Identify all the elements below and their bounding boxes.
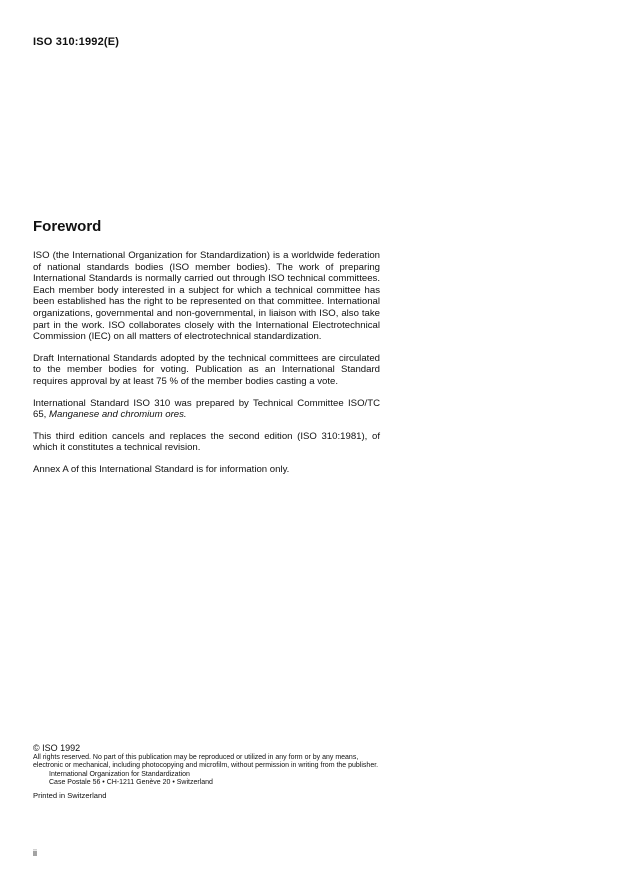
committee-name: Manganese and chromium ores. (49, 409, 187, 421)
prepared-by-text: International Standard ISO 310 was prepared by Technical Committee ISO/TC 65, (33, 397, 380, 421)
document-id: ISO 310:1992(E) (33, 36, 120, 48)
paragraph-edition: This third edition cancels and replaces the second edition (ISO 310:1981), of which it constitutes a technical revision. (33, 430, 380, 454)
copyright-block (33, 744, 383, 801)
printed-in: Printed in Switzerland (33, 790, 107, 800)
paragraph-prepared-by (33, 398, 380, 421)
foreword-heading: Foreword (33, 218, 102, 235)
foreword-body (33, 250, 380, 486)
paragraph-draft-standards: Draft International Standards adopted by the technical committees are circulated to the member bodies for voting. Publication as an International Standard requires approval by at least 75 % of the member bodies casting a vote. (33, 352, 380, 387)
copyright-notice: © ISO 1992 (33, 743, 81, 753)
rights-reserved-text: All rights reserved. No part of this publication may be reproduced or utilized in any form or by any means, electronic or mechanical, including photocopying and microfilm, without permission in writing from the publisher. (33, 753, 379, 770)
organization-address: Case Postale 56 • CH-1211 Genève 20 • Switzerland (49, 779, 213, 787)
organization-name: International Organization for Standardization (49, 770, 190, 778)
paragraph-annex: Annex A of this International Standard is for information only. (33, 463, 290, 475)
page-number: ii (33, 848, 37, 858)
paragraph-iso-intro: ISO (the International Organization for Standardization) is a worldwide federation of national standards bodies (ISO member bodies). The work of preparing International Standards is normally carried out through ISO technical committees. Each member body interested in a subject for which a technical committee has been established has the right to be represented on that committee. International organizations, governmental and non-governmental, in liaison with ISO, also take part in the work. ISO collaborates closely with the International Electrotechnical Commission (IEC) on all matters of electrotechnical standardization. (33, 250, 380, 343)
